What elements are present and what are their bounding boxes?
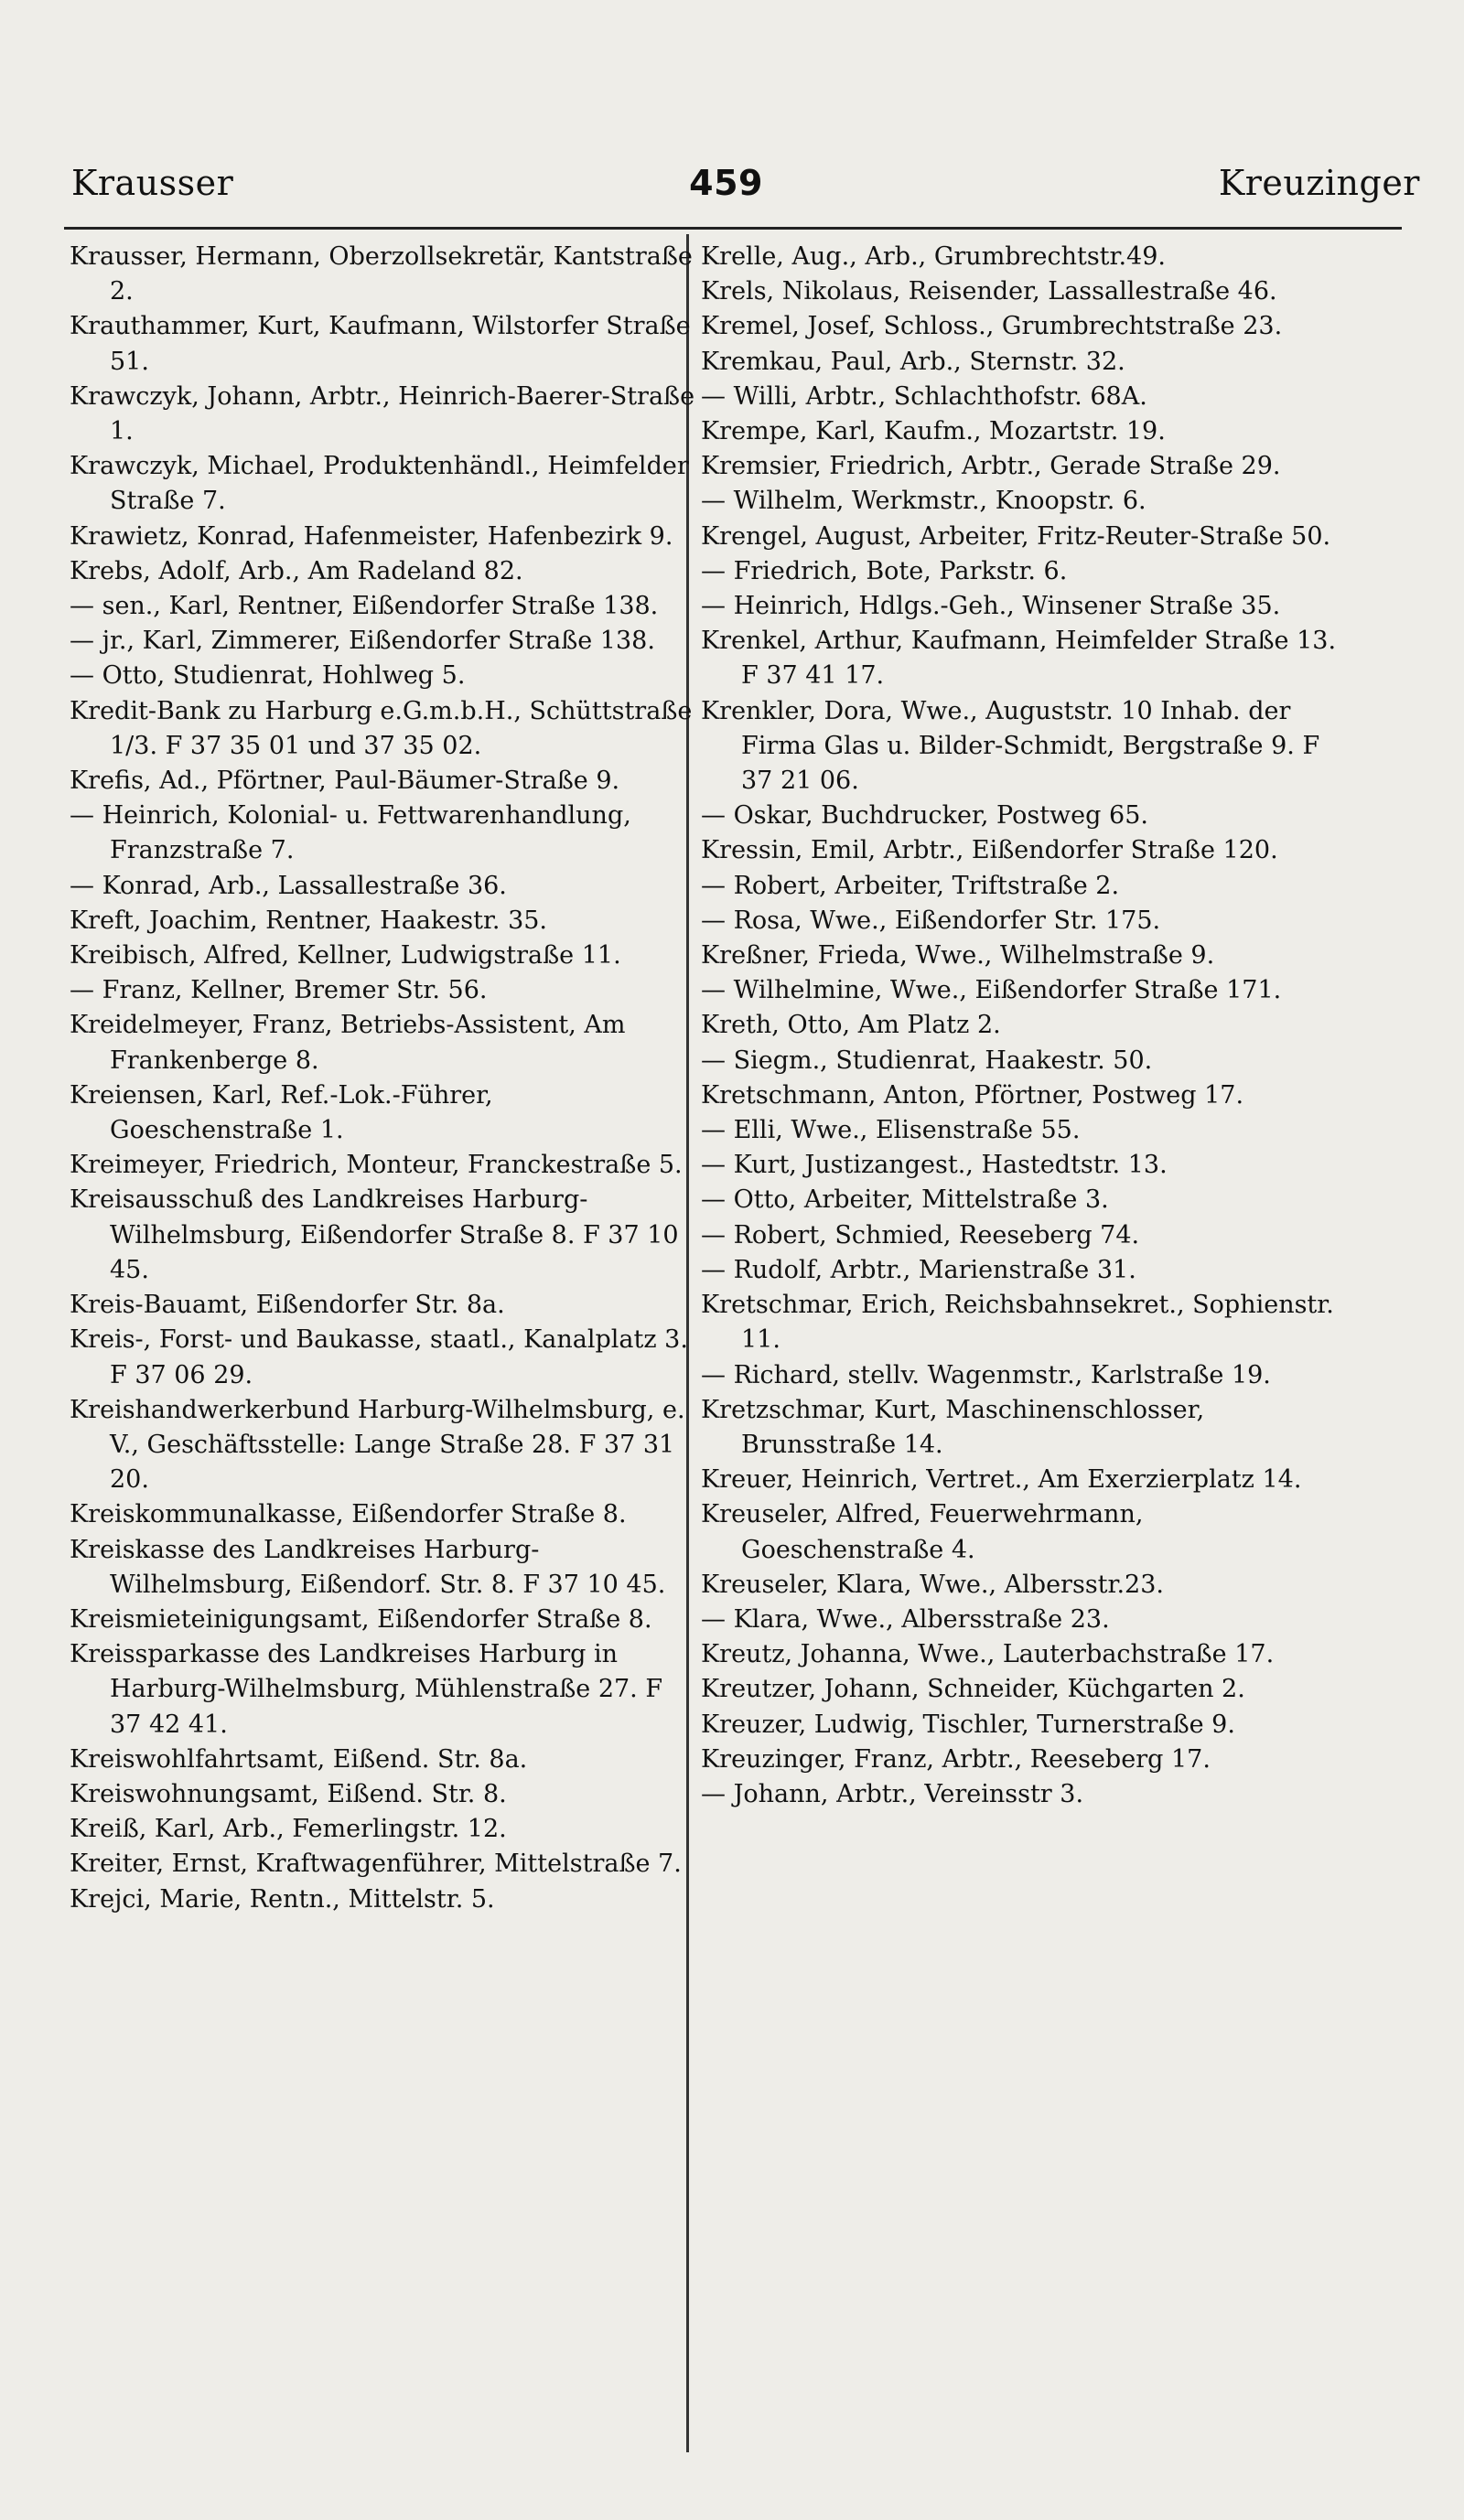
directory-entry: — sen., Karl, Rentner, Eißendorfer Straße 138. <box>70 592 659 621</box>
directory-entry: Kreiswohlfahrtsamt, Eißend. Str. 8a. <box>70 1744 528 1774</box>
directory-entry: Kremel, Josef, Schloss., Grumbrechtstraße 23. <box>701 312 1283 341</box>
directory-entry: Kreiskasse des Landkreises Harburg-Wilhelmsburg, Eißendorf. Str. 8. F 37 10 45. <box>70 1535 666 1599</box>
directory-entry: Kreiß, Karl, Arb., Femerlingstr. 12. <box>70 1815 507 1844</box>
directory-entry: Kreutz, Johanna, Wwe., Lauterbachstraße 17. <box>701 1640 1275 1669</box>
directory-entry: — Heinrich, Hdlgs.-Geh., Winsener Straße 35. <box>701 592 1281 621</box>
directory-entry: — Franz, Kellner, Bremer Str. 56. <box>70 976 488 1005</box>
directory-entry: Krawietz, Konrad, Hafenmeister, Hafenbezirk 9. <box>70 521 673 551</box>
directory-entry: Krengel, August, Arbeiter, Fritz-Reuter-Straße 50. <box>701 521 1331 551</box>
directory-entry: Krenkel, Arthur, Kaufmann, Heimfelder Straße 13. F 37 41 17. <box>701 627 1337 691</box>
directory-entry: Krauthammer, Kurt, Kaufmann, Wilstorfer Straße 51. <box>70 312 691 376</box>
directory-entry: — Wilhelmine, Wwe., Eißendorfer Straße 171. <box>701 976 1282 1005</box>
directory-entry: — Klara, Wwe., Albersstraße 23. <box>701 1604 1110 1634</box>
directory-entry: Kreuzer, Ludwig, Tischler, Turnerstraße 9. <box>701 1710 1235 1739</box>
directory-entry: Kreiswohnungsamt, Eißend. Str. 8. <box>70 1779 507 1808</box>
directory-entry: — Elli, Wwe., Elisenstraße 55. <box>701 1116 1081 1145</box>
directory-entry: Kretzschmar, Kurt, Maschinenschlosser, Brunsstraße 14. <box>701 1395 1205 1459</box>
directory-entry: — Konrad, Arb., Lassallestraße 36. <box>70 871 507 900</box>
directory-entry: Krejci, Marie, Rentn., Mittelstr. 5. <box>70 1884 495 1914</box>
directory-entry: Kreimeyer, Friedrich, Monteur, Franckestraße 5. <box>70 1151 683 1180</box>
directory-entry: — Otto, Studienrat, Hohlweg 5. <box>70 661 466 691</box>
directory-entry: — Robert, Schmied, Reeseberg 74. <box>701 1220 1140 1249</box>
directory-entry: Kreidelmeyer, Franz, Betriebs-Assistent, Am Frankenberge 8. <box>70 1011 626 1075</box>
directory-entry: Kreuseler, Klara, Wwe., Albersstr.23. <box>701 1570 1164 1599</box>
directory-entry: Kreissparkasse des Landkreises Harburg in Harburg-Wilhelmsburg, Mühlenstraße 27. F 37 42 41. <box>70 1640 663 1739</box>
page-header <box>71 163 1420 209</box>
directory-entry: Kressin, Emil, Arbtr., Eißendorfer Straße 120. <box>701 836 1278 865</box>
directory-entry: Kreiskommunalkasse, Eißendorfer Straße 8. <box>70 1500 627 1529</box>
directory-entry: Krefis, Ad., Pförtner, Paul-Bäumer-Straße 9. <box>70 767 620 796</box>
directory-entry: — Willi, Arbtr., Schlachthofstr. 68A. <box>701 381 1147 411</box>
directory-entry: Kretschmann, Anton, Pförtner, Postweg 17. <box>701 1080 1244 1110</box>
directory-entry: Krawczyk, Michael, Produktenhändl., Heimfelder Straße 7. <box>70 452 689 516</box>
directory-entry: Kreiensen, Karl, Ref.-Lok.-Führer, Goeschenstraße 1. <box>70 1080 493 1145</box>
page-number: 459 <box>689 163 763 203</box>
directory-entry: Krebs, Adolf, Arb., Am Radeland 82. <box>70 556 523 585</box>
left-column <box>70 240 701 1917</box>
directory-entry: — Richard, stellv. Wagenmstr., Karlstraße 19. <box>701 1360 1271 1389</box>
directory-entry: — Rosa, Wwe., Eißendorfer Str. 175. <box>701 906 1161 935</box>
directory-entry: Kreibisch, Alfred, Kellner, Ludwigstraße 11. <box>70 941 621 970</box>
directory-entry: — Heinrich, Kolonial- u. Fettwarenhandlung, Franzstraße 7. <box>70 801 631 865</box>
directory-entry: Kreishandwerkerbund Harburg-Wilhelmsburg, e. V., Geschäftsstelle: Lange Straße 28. F 37 31 20. <box>70 1395 685 1495</box>
directory-entry: — Friedrich, Bote, Parkstr. 6. <box>701 556 1068 585</box>
directory-entry: — Johann, Arbtr., Vereinsstr 3. <box>701 1779 1084 1808</box>
directory-entry: Kreisausschuß des Landkreises Harburg-Wilhelmsburg, Eißendorfer Straße 8. F 37 10 45. <box>70 1185 679 1284</box>
directory-entry: Kreismieteinigungsamt, Eißendorfer Straße 8. <box>70 1604 652 1634</box>
directory-entry: — Wilhelm, Werkmstr., Knoopstr. 6. <box>701 487 1146 516</box>
directory-entry: Kreuzinger, Franz, Arbtr., Reeseberg 17. <box>701 1744 1211 1774</box>
directory-entry: — Robert, Arbeiter, Triftstraße 2. <box>701 871 1120 900</box>
directory-entry: Kreiter, Ernst, Kraftwagenführer, Mittelstraße 7. <box>70 1850 682 1879</box>
directory-entry: Krempe, Karl, Kaufm., Mozartstr. 19. <box>701 417 1166 446</box>
directory-entry: — Oskar, Buchdrucker, Postweg 65. <box>701 801 1148 831</box>
directory-entry: Kreis-, Forst- und Baukasse, staatl., Kanalplatz 3. F 37 06 29. <box>70 1325 688 1389</box>
directory-entry: Kredit-Bank zu Harburg e.G.m.b.H., Schüttstraße 1/3. F 37 35 01 und 37 35 02. <box>70 696 693 760</box>
directory-entry: Kreutzer, Johann, Schneider, Küchgarten 2. <box>701 1675 1245 1704</box>
right-column <box>701 240 1341 1812</box>
directory-entry: Krels, Nikolaus, Reisender, Lassallestraße 46. <box>701 277 1277 306</box>
directory-entry: — jr., Karl, Zimmerer, Eißendorfer Straße 138. <box>70 627 655 656</box>
directory-entry: — Kurt, Justizangest., Hastedtstr. 13. <box>701 1151 1168 1180</box>
directory-entry: Kreuer, Heinrich, Vertret., Am Exerzierplatz 14. <box>701 1465 1302 1495</box>
header-rule <box>64 227 1402 230</box>
directory-entry: Krawczyk, Johann, Arbtr., Heinrich-Baerer-Straße 1. <box>70 381 695 446</box>
directory-entry: Kreth, Otto, Am Platz 2. <box>701 1011 1001 1040</box>
directory-entry: Krelle, Aug., Arb., Grumbrechtstr.49. <box>701 242 1166 271</box>
directory-entry: Kreft, Joachim, Rentner, Haakestr. 35. <box>70 906 548 935</box>
directory-entry: Kreßner, Frieda, Wwe., Wilhelmstraße 9. <box>701 941 1215 970</box>
directory-entry: Krausser, Hermann, Oberzollsekretär, Kantstraße 2. <box>70 242 693 306</box>
directory-entry: Kremkau, Paul, Arb., Sternstr. 32. <box>701 347 1125 376</box>
directory-entry: — Rudolf, Arbtr., Marienstraße 31. <box>701 1255 1136 1284</box>
directory-entry: — Siegm., Studienrat, Haakestr. 50. <box>701 1046 1153 1075</box>
directory-entry: — Otto, Arbeiter, Mittelstraße 3. <box>701 1185 1109 1215</box>
directory-entry: Kreuseler, Alfred, Feuerwehrmann, Goeschenstraße 4. <box>701 1500 1144 1564</box>
directory-entry: Krenkler, Dora, Wwe., Auguststr. 10 Inhab. der Firma Glas u. Bilder-Schmidt, Bergstraße 9. F 37 21 06. <box>701 696 1320 796</box>
header-right-word: Kreuzinger <box>1218 163 1420 203</box>
directory-entry: Kreis-Bauamt, Eißendorfer Str. 8a. <box>70 1291 505 1320</box>
header-left-word: Krausser <box>71 163 234 203</box>
directory-entry: Kretschmar, Erich, Reichsbahnsekret., Sophienstr. 11. <box>701 1291 1334 1355</box>
directory-entry: Kremsier, Friedrich, Arbtr., Gerade Straße 29. <box>701 452 1281 481</box>
